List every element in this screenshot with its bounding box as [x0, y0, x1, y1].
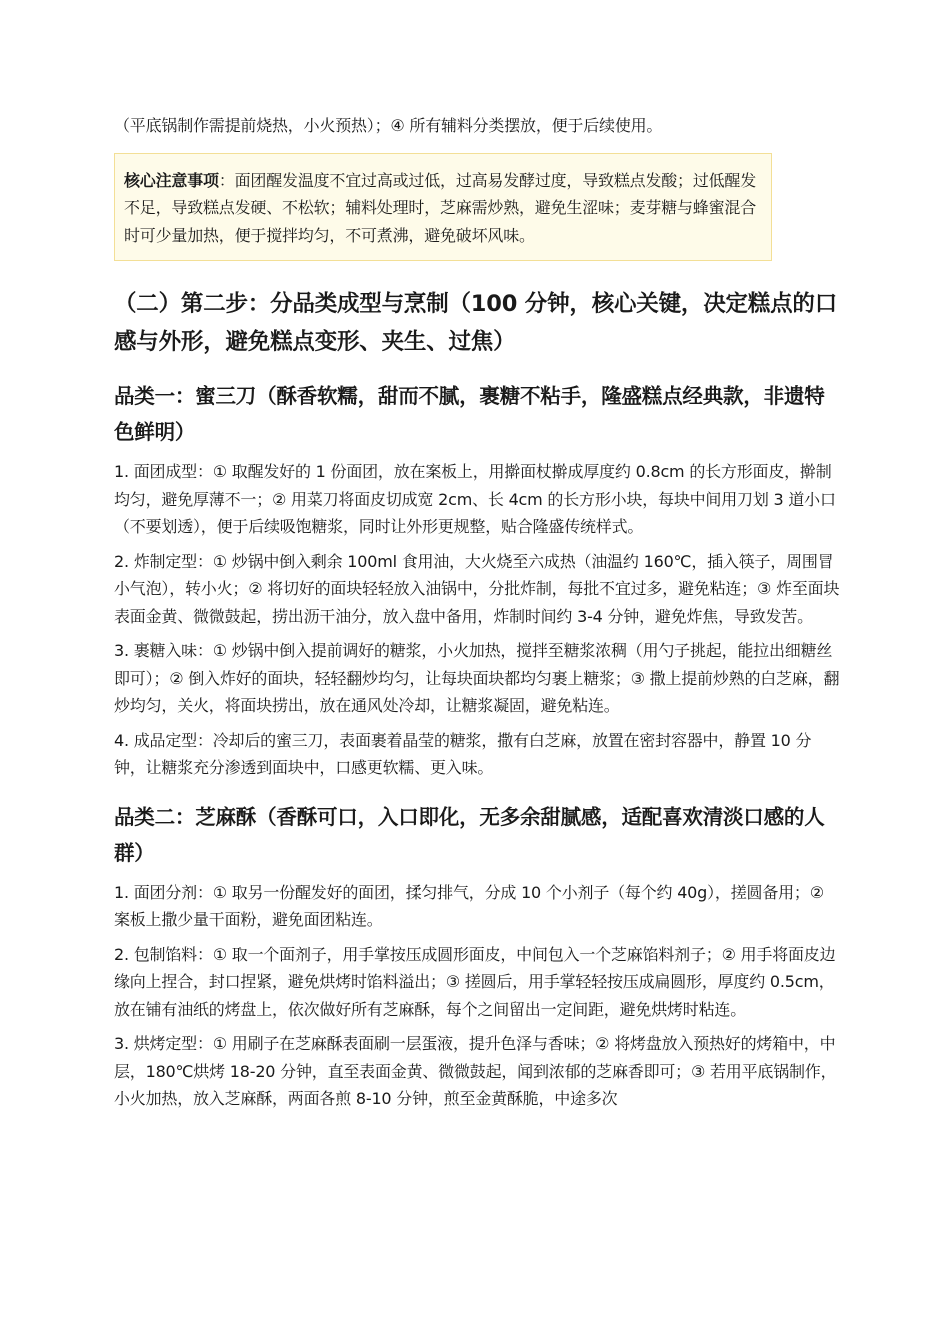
list-item — [114, 1030, 842, 1113]
note-callout — [114, 153, 772, 262]
note-label: 核心注意事项 — [124, 170, 219, 190]
step-text: 1. 面团分剂：① 取另一份醒发好的面团，揉匀排气，分成 10 个小剂子（每个约 40g），搓圆备用；② 案板上撒少量干面粉，避免面团粘连。 — [114, 882, 824, 929]
category-heading: 品类一：蜜三刀（酥香软糯，甜而不腻，裹糖不粘手，隆盛糕点经典款，非遗特色鲜明） — [114, 384, 825, 444]
intro-continuation: （平底锅制作需提前烧热，小火预热）；④ 所有辅料分类摆放，便于后续使用。 — [114, 116, 663, 135]
note-text: ：面团醒发温度不宜过高或过低，过高易发酵过度，导致糕点发酸；过低醒发不足，导致糕点发硬、不松软；辅料处理时，芝麻需炒熟，避免生涩味；麦芽糖与蜂蜜混合时可少量加热，便于搅拌均匀，不可煮沸，避免破坏风味。 — [124, 170, 757, 245]
list-item — [114, 941, 842, 1024]
step-text: 2. 包制馅料：① 取一个面剂子，用手掌按压成圆形面皮，中间包入一个芝麻馅料剂子；② 用手将面皮边缘向上捏合，封口捏紧，避免烘烤时馅料溢出；③ 搓圆后，用手掌轻轻按压成扁圆形，厚度约 0.5cm，放在铺有油纸的烤盘上，依次做好所有芝麻酥，每个之间留出一定间距，避免烘烤时粘连。 — [114, 944, 836, 1019]
list-item — [114, 637, 842, 720]
step-text: 3. 烘烤定型：① 用刷子在芝麻酥表面刷一层蛋液，提升色泽与香味；② 将烤盘放入预热好的烤箱中，中层，180℃烘烤 18-20 分钟，直至表面金黄、微微鼓起，闻到浓郁的芝麻香即可；③ 若用平底锅制作，小火加热，放入芝麻酥，两面各煎 8-10 分钟，煎至金黄酥脆，中途多次 — [114, 1034, 837, 1108]
category-heading: 品类二：芝麻酥（香酥可口，入口即化，无多余甜腻感，适配喜欢清淡口感的人群） — [114, 804, 825, 865]
document-page — [114, 112, 842, 1113]
step-text: 1. 面团成型：① 取醒发好的 1 份面团，放在案板上，用擀面杖擀成厚度约 0.8cm 的长方形面皮，擀制均匀，避免厚薄不一；② 用菜刀将面皮切成宽 2cm、长 4cm 的长方形小块，每块中间用刀划 3 道小口（不要划透），便于后续吸饱糖浆，同时让外形更规整，贴合隆盛传统样式。 — [114, 462, 836, 536]
step-text: 4. 成品定型：冷却后的蜜三刀，表面裹着晶莹的糖浆，撒有白芝麻，放置在密封容器中，静置 10 分钟，让糖浆充分渗透到面块中，口感更软糯、更入味。 — [114, 730, 812, 777]
list-item — [114, 879, 842, 934]
section-heading: （二）第二步：分品类成型与烹制（100 分钟，核心关键，决定糕点的口感与外形，避免糕点变形、夹生、过焦） — [114, 291, 838, 355]
list-item — [114, 458, 842, 541]
list-item — [114, 727, 842, 782]
step-text: 3. 裹糖入味：① 炒锅中倒入提前调好的糖浆，小火加热，搅拌至糖浆浓稠（用勺子挑起，能拉出细糖丝即可）；② 倒入炸好的面块，轻轻翻炒均匀，让每块面块都均匀裹上糖浆；③ 撒上提前炒熟的白芝麻，翻炒均匀，关火，将面块捞出，放在通风处冷却，让糖浆凝固，避免粘连。 — [114, 641, 840, 715]
list-item — [114, 548, 842, 631]
step-text: 2. 炸制定型：① 炒锅中倒入剩余 100ml 食用油，大火烧至六成热（油温约 160℃，插入筷子，周围冒小气泡），转小火；② 将切好的面块轻轻放入油锅中，分批炸制，每批不宜过多，避免粘连；③ 炸至面块表面金黄、微微鼓起，捞出沥干油分，放入盘中备用，炸制时间约 3-4 分钟，避免炸焦，导致发苦。 — [114, 551, 840, 626]
